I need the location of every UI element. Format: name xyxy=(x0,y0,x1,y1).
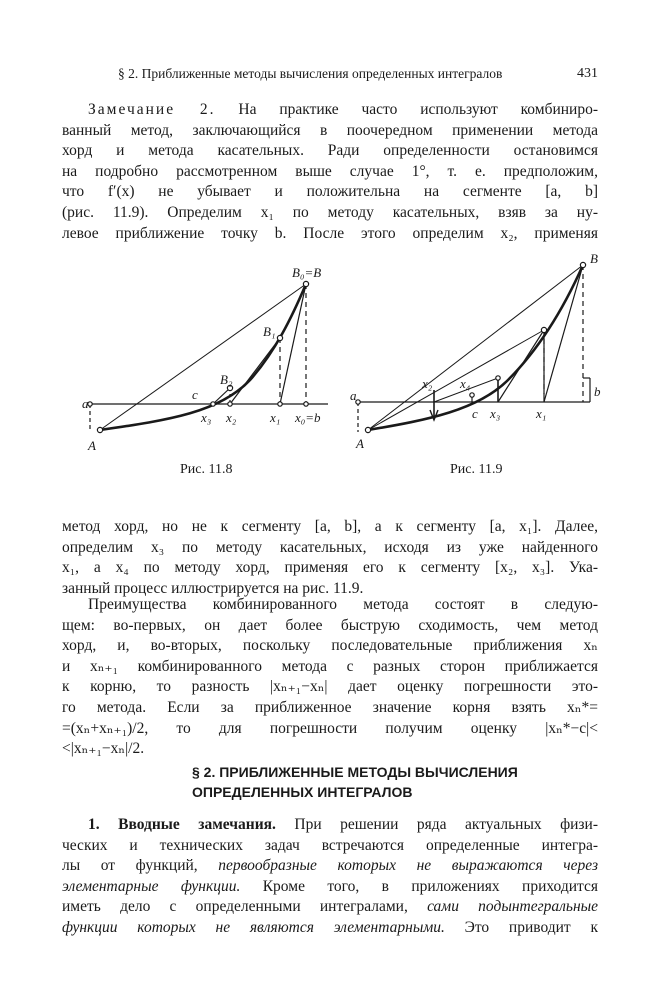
fig8-label-x0b: x₀=b xyxy=(295,410,321,425)
fig8-label-x3: x₃ xyxy=(201,410,212,425)
text-line: x₁, а x₄ по методу хорд, применяя его к сегменту [x₂, x₃]. Ука- xyxy=(62,559,598,577)
fig8-point-x1 xyxy=(278,402,282,406)
fig9-point-A xyxy=(365,427,370,432)
remark-line: Замечание 2. На практике часто используют комбиниро- xyxy=(88,101,599,118)
running-head: § 2. Приближенные методы вычисления определенных интегралов xyxy=(118,66,503,81)
fig9-label-B: B xyxy=(590,251,598,266)
fig8-label-c: c xyxy=(192,387,198,402)
section-title-line-1: § 2. ПРИБЛИЖЕННЫЕ МЕТОДЫ ВЫЧИСЛЕНИЯ xyxy=(192,764,518,780)
advantages-paragraph xyxy=(62,595,598,760)
text-line: лы от функций, первообразные которых не выражаются через xyxy=(62,857,598,875)
text-line: и xₙ₊₁ комбинированного метода с разных сторон приближается xyxy=(62,657,598,675)
fig9-chord-A-x1 xyxy=(368,330,547,430)
fig9-label-A: A xyxy=(356,436,364,451)
text-line: хорд, и, во-вторых, поскольку последовательные приближения xₙ xyxy=(62,637,598,655)
fig8-tangent-2 xyxy=(230,338,280,404)
fig9-label-x2: x₂ xyxy=(422,376,433,391)
fig9-point-B xyxy=(580,262,585,267)
fig9-label-b: b xyxy=(594,384,601,399)
intro-heading: 1. Вводные замечания. xyxy=(88,816,276,833)
section-title-line-2: ОПРЕДЕЛЕННЫХ ИНТЕГРАЛОВ xyxy=(192,784,413,800)
fig9-point-fx3 xyxy=(496,376,500,380)
page-number: 431 xyxy=(577,66,598,81)
remark-line: хорд и метода касательных. Ради определенности остановимся xyxy=(62,142,598,160)
fig9-label-c: c xyxy=(472,406,478,421)
fig9-label-a: a xyxy=(350,388,357,403)
fig8-label-B1: B₁ xyxy=(263,324,276,339)
text-line: занный процесс иллюстрируется на рис. 11.9. xyxy=(62,579,364,597)
text-line: =(xₙ+xₙ₊₁)/2, то для погрешности получим оценку |xₙ*−c|< xyxy=(62,719,598,737)
fig9-tangent-B xyxy=(544,265,583,402)
fig8-point-B1 xyxy=(277,335,282,340)
text-line: <|xₙ₊₁−xₙ|/2. xyxy=(62,740,145,758)
fig8-point-B xyxy=(303,281,308,286)
remark-label: Замечание 2. xyxy=(88,101,216,118)
fig8-label-x2: x₂ xyxy=(226,410,237,425)
fig8-label-B0B: B₀=B xyxy=(292,265,322,280)
after-figures-paragraph xyxy=(62,517,598,599)
text-line: 1. Вводные замечания. При решении ряда актуальных физи- xyxy=(88,816,599,833)
fig8-label-A: A xyxy=(88,438,96,453)
text-line: элементарные функции. Кроме того, в приложениях приходится xyxy=(62,877,598,895)
fig9-tangent-x1 xyxy=(498,330,544,402)
fig9-label-x3: x₃ xyxy=(490,406,501,421)
fig8-label-a: a xyxy=(82,396,89,411)
section-title xyxy=(192,762,518,802)
figure-11-8-caption: Рис. 11.8 xyxy=(180,462,233,477)
fig8-point-A xyxy=(97,427,102,432)
remark-line: на подробно рассмотренном выше случае 1°, т. е. предположим, xyxy=(62,162,598,180)
fig9-point-fx1 xyxy=(541,327,546,332)
text-line: иметь дело с определенными интегралами, сами подынтегральные xyxy=(62,898,599,916)
remark-line: что f′(x) не убывает и положительна на сегменте [a, b] xyxy=(62,183,598,201)
remark-line: (рис. 11.9). Определим x₁ по методу касательных, взяв за ну- xyxy=(62,203,598,221)
text-line: метод хорд, но не к сегменту [a, b], а к сегменту [a, x₁]. Далее, xyxy=(62,518,598,535)
fig8-tangent-1 xyxy=(280,284,306,404)
text-line: ческих и технических задач встречаются определенные интегра- xyxy=(62,836,598,854)
figure-11-9-caption: Рис. 11.9 xyxy=(450,462,503,477)
fig9-label-x1: x₁ xyxy=(536,406,547,421)
fig9-label-x4: x₄ xyxy=(460,376,471,391)
text-line: щем: во-первых, он дает более быструю сходимость, чем метод xyxy=(62,616,598,634)
text-line: к корню, то разность |xₙ₊₁−xₙ| дает оценку погрешности это- xyxy=(62,678,598,696)
remark-line: ванный метод, заключающийся в поочередном применении метода xyxy=(62,121,598,139)
text-line: определим x₃ по методу касательных, исходя из уже найденного xyxy=(62,538,598,556)
text-line: Преимущества комбинированного метода состоят в следую- xyxy=(88,596,598,613)
fig8-point-x2 xyxy=(228,402,232,406)
text-line: функции которых не являются элементарными. Это приводит к xyxy=(62,918,598,936)
figure-11-9 xyxy=(348,250,610,460)
fig8-label-B2: B₂ xyxy=(220,372,233,387)
remark-paragraph xyxy=(62,100,598,244)
fig8-point-x0 xyxy=(304,402,308,406)
fig8-label-x1: x₁ xyxy=(270,410,281,425)
figure-11-8 xyxy=(80,262,340,457)
intro-paragraph xyxy=(62,815,598,939)
text-line: го метода. Если за приближенное значение корня взять xₙ*= xyxy=(62,698,598,716)
remark-line: левое приближение точку b. После этого определим x₂, применяя xyxy=(62,224,598,242)
fig9-point-c xyxy=(470,393,474,397)
fig8-point-x3 xyxy=(211,402,215,406)
